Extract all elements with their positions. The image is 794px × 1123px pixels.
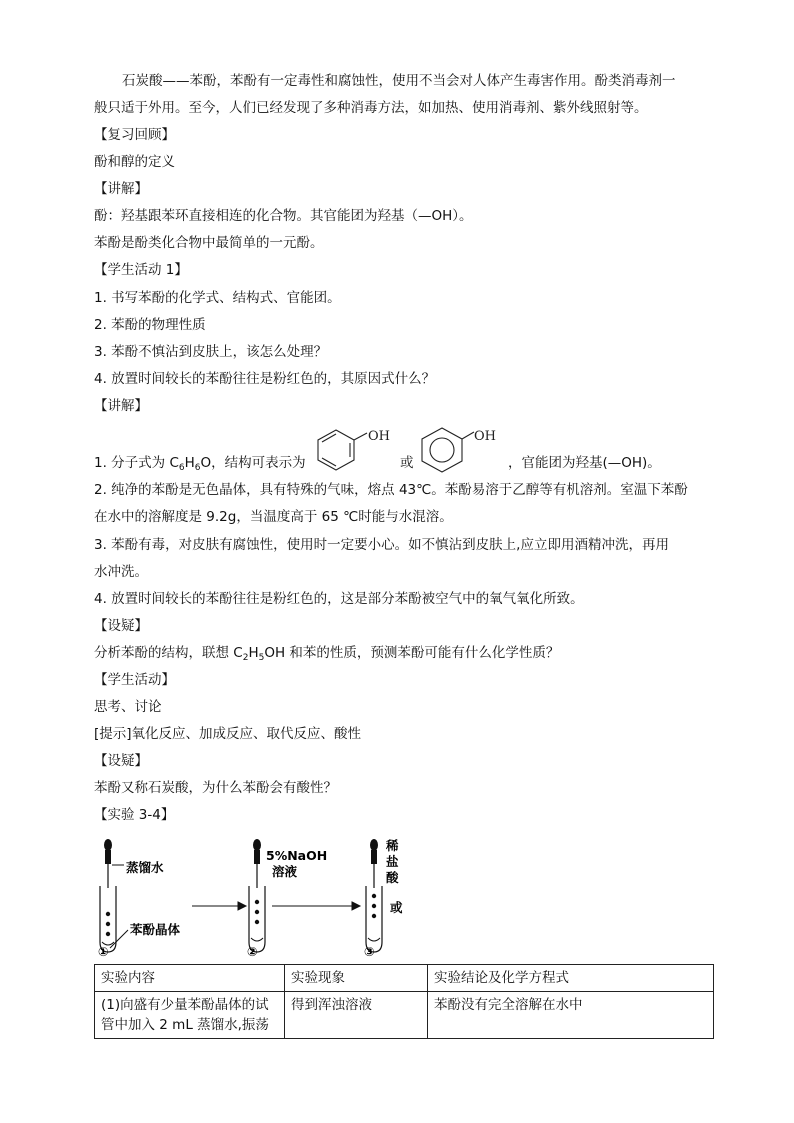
question-prefix: 分析苯酚的结构，联想 C	[94, 645, 243, 661]
formula-sub-h: 6	[194, 463, 201, 473]
cell-content-line-2: 管中加入 2 mL 蒸馏水,振荡	[101, 1017, 269, 1033]
review-text: 酚和醇的定义	[94, 154, 175, 170]
formula-sub-c: 6	[178, 463, 185, 473]
explain-text-2: 苯酚是酚类化合物中最简单的一元酚。	[94, 235, 324, 251]
explain-heading-2: 【讲解】	[94, 398, 148, 414]
explain2-item-3-line-1: 3. 苯酚有毒，对皮肤有腐蚀性，使用时一定要小心。如不慎沾到皮肤上,应立即用酒精冲洗，再用	[94, 537, 669, 553]
step-label-1: ①	[98, 944, 109, 959]
experiment-figure	[94, 838, 424, 960]
experiment-table	[94, 964, 714, 1039]
cell-content	[95, 992, 285, 1039]
question-suffix: OH 和苯的性质，预测苯酚可能有什么化学性质？	[264, 645, 560, 661]
explain-heading-1: 【讲解】	[94, 181, 148, 197]
dropper-1	[104, 839, 112, 888]
test-tube-2	[249, 886, 265, 952]
activity-text-2: 思考、讨论	[94, 699, 162, 715]
table-header-row	[95, 965, 714, 992]
header-phenomenon: 实验现象	[284, 965, 427, 992]
experiment-heading: 【实验 3-4】	[94, 807, 175, 823]
activity-heading-1: 【学生活动 1】	[94, 262, 188, 278]
hint-text: [提示]氧化反应、加成反应、取代反应、酸性	[94, 726, 362, 742]
explain2-item-2-line-1: 2. 纯净的苯酚是无色晶体，具有特殊的气味，熔点 43℃。苯酚易溶于乙醇等有机溶剂。室温下苯酚	[94, 482, 688, 498]
dropper-3	[370, 839, 378, 888]
explain2-item-4: 4. 放置时间较长的苯酚往往是粉红色的，这是部分苯酚被空气中的氧气氧化所致。	[94, 591, 584, 607]
ethanol-sub-c: 2	[242, 653, 249, 663]
arrow-2	[272, 902, 360, 910]
formula-h: H	[184, 455, 195, 471]
explain-text-1: 酚：羟基跟苯环直接相连的化合物。其官能团为羟基（—OH）。	[94, 208, 473, 224]
question-heading-1: 【设疑】	[94, 618, 148, 634]
question-heading-2: 【设疑】	[94, 753, 148, 769]
ethanol-sub-h: 5	[258, 653, 265, 663]
test-tube-1	[100, 886, 116, 952]
label-acid-3: 酸	[386, 870, 399, 885]
cell-phenomenon: 得到浑浊溶液	[284, 992, 427, 1039]
question-text-2: 苯酚又称石炭酸，为什么苯酚会有酸性？	[94, 780, 337, 796]
oh-label-1: OH	[368, 429, 390, 444]
label-phenol-crystal: 苯酚晶体	[130, 922, 181, 937]
arrow-1	[192, 902, 246, 910]
test-tube-3	[366, 886, 382, 952]
label-or: 或	[390, 900, 403, 915]
explain2-item-3-line-2: 水冲洗。	[94, 564, 148, 580]
table-row	[95, 992, 714, 1039]
ethanol-h: H	[248, 645, 259, 661]
question-text-1	[94, 643, 714, 668]
formula-suffix: O，结构可表示为	[200, 455, 306, 471]
intro-line-2: 般只适于外用。至今，人们已经发现了多种消毒方法，如加热、使用消毒剂、紫外线照射等。	[94, 100, 648, 116]
header-conclusion: 实验结论及化学方程式	[427, 965, 713, 992]
activity-item-2: 2. 苯酚的物理性质	[94, 317, 206, 333]
functional-group-text: ，官能团为羟基(—OH)。	[508, 455, 661, 471]
intro-line-1: 石炭酸——苯酚，苯酚有一定毒性和腐蚀性，使用不当会对人体产生毒害作用。酚类消毒剂一	[122, 73, 676, 89]
label-distilled-water: 蒸馏水	[126, 860, 164, 875]
cell-content-line-1: (1)向盛有少量苯酚晶体的试	[101, 997, 269, 1013]
header-content: 实验内容	[95, 965, 285, 992]
oh-label-2: OH	[474, 429, 496, 444]
explain2-item-1	[94, 453, 714, 478]
label-naoh-solution: 溶液	[272, 864, 298, 879]
cell-conclusion: 苯酚没有完全溶解在水中	[427, 992, 713, 1039]
label-naoh-concentration: 5%NaOH	[266, 848, 328, 863]
activity-item-1: 1. 书写苯酚的化学式、结构式、官能团。	[94, 290, 341, 306]
step-label-2: ②	[247, 944, 258, 959]
activity-heading-2: 【学生活动】	[94, 672, 175, 688]
activity-item-3: 3. 苯酚不慎沾到皮肤上，该怎么处理？	[94, 344, 328, 360]
step-label-3: ③	[364, 944, 375, 959]
review-heading: 【复习回顾】	[94, 127, 175, 143]
formula-prefix: 1. 分子式为 C	[94, 455, 179, 471]
label-acid-1: 稀	[386, 838, 399, 853]
dropper-2	[253, 839, 261, 888]
explain2-item-2-line-2: 在水中的溶解度是 9.2g，当温度高于 65 ℃时能与水混溶。	[94, 509, 453, 525]
label-acid-2: 盐	[386, 854, 399, 869]
activity-item-4: 4. 放置时间较长的苯酚往往是粉红色的，其原因式什么？	[94, 371, 436, 387]
or-text: 或	[400, 455, 414, 471]
